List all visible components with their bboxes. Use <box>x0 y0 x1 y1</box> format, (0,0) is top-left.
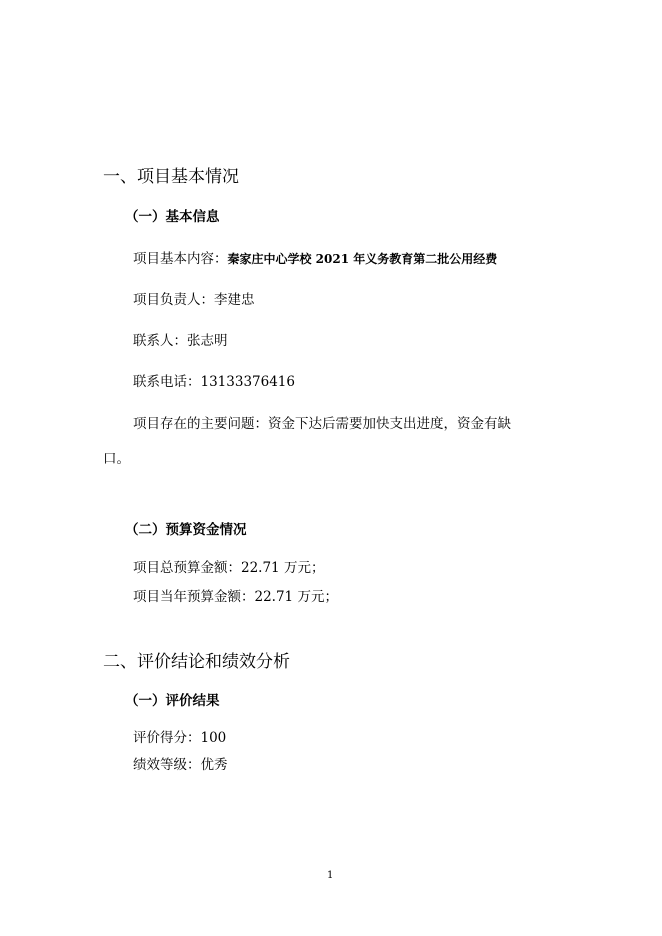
section-heading-evaluation: 二、评价结论和绩效分析 <box>103 652 290 672</box>
evaluation-score-line: 评价得分：100 <box>133 730 227 746</box>
contact-person-line: 联系人：张志明 <box>133 333 228 349</box>
main-problem-line-2: 口。 <box>103 451 130 467</box>
subsection-heading-basic-info: （一）基本信息 <box>125 209 220 225</box>
performance-grade-line: 绩效等级：优秀 <box>133 757 228 773</box>
subsection-heading-evaluation-result: （一）评价结果 <box>125 693 220 709</box>
subsection-heading-budget: （二）预算资金情况 <box>125 522 247 538</box>
year-budget-line: 项目当年预算金额：22.71 万元； <box>133 589 338 605</box>
project-content-line <box>133 247 497 267</box>
project-owner-line: 项目负责人：李建忠 <box>133 292 255 308</box>
total-budget-line: 项目总预算金额：22.71 万元； <box>133 560 325 576</box>
project-content-value: 秦家庄中心学校 2021 年义务教育第二批公用经费 <box>227 252 498 266</box>
contact-phone-line: 联系电话：13133376416 <box>133 374 295 390</box>
page-number: 1 <box>327 870 334 881</box>
main-problem-line-1: 项目存在的主要问题：资金下达后需要加快支出进度，资金有缺 <box>133 416 511 432</box>
section-heading-basic-info: 一、项目基本情况 <box>103 167 239 187</box>
project-content-label: 项目基本内容： <box>133 251 228 267</box>
